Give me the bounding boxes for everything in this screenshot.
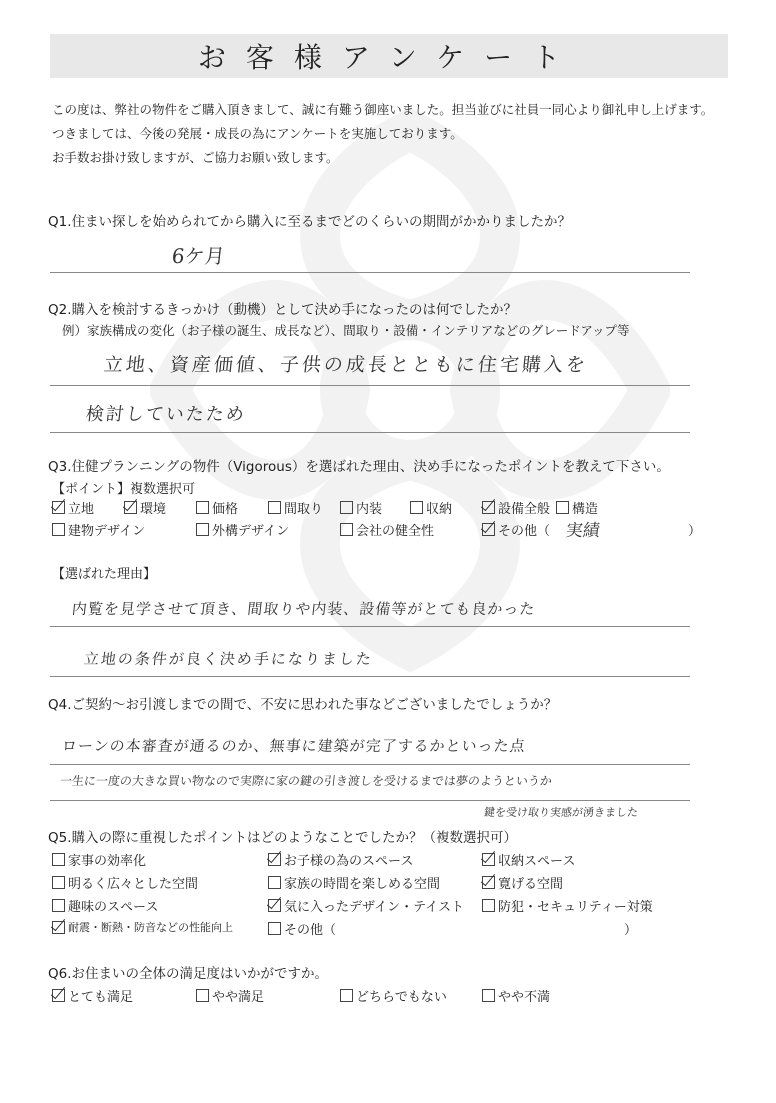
q3-points-label: 【ポイント】複数選択可 [52, 482, 196, 497]
checkbox[interactable] [340, 523, 353, 536]
checkbox[interactable] [268, 922, 281, 935]
checkbox[interactable] [52, 523, 65, 536]
q3-option-interior[interactable]: 内装 [340, 498, 382, 517]
q5-option-housework[interactable]: 家事の効率化 [52, 850, 146, 869]
checkbox[interactable] [52, 501, 65, 514]
checkbox[interactable] [268, 899, 281, 912]
q5-option-hobby-space[interactable]: 趣味のスペース [52, 896, 158, 915]
radio-box[interactable] [52, 989, 65, 1002]
checkbox[interactable] [268, 501, 281, 514]
intro-line-1: この度は、弊社の物件をご購入頂きまして、誠に有難う御座いました。担当並びに社員一同心より御礼申し上げます。 [52, 102, 714, 117]
radio-box[interactable] [196, 989, 209, 1002]
q3-option-floorplan[interactable]: 間取り [268, 498, 323, 517]
q6-option-somewhat-satisfied[interactable]: やや満足 [196, 986, 264, 1005]
checkbox[interactable] [340, 501, 353, 514]
q1-answer[interactable]: 6ケ月 [170, 244, 226, 268]
answer-line [50, 676, 690, 677]
q3-option-price[interactable]: 価格 [196, 498, 238, 517]
q3-option-building-design[interactable]: 建物デザイン [52, 520, 145, 539]
q5-other-close: ） [624, 923, 638, 938]
q3-reason-line-2[interactable]: 立地の条件が良く決め手になりました [83, 650, 374, 668]
q3-option-location[interactable]: 立地 [52, 498, 94, 517]
q6-option-very-satisfied[interactable]: とても満足 [52, 986, 133, 1005]
q1-question: Q1.住まい探しを始められてから購入に至るまでどのくらいの期間がかかりましたか？ [48, 214, 572, 230]
q5-option-bright-space[interactable]: 明るく広々とした空間 [52, 873, 198, 892]
q4-answer-line-1[interactable]: ローンの本審査が通るのか、無事に建築が完了するかといった点 [61, 737, 527, 755]
checkbox[interactable] [124, 501, 137, 514]
q5-option-performance[interactable]: 耐震・断熱・防音などの性能向上 [52, 919, 233, 935]
page-title: お客様アンケート [50, 34, 728, 78]
checkbox[interactable] [482, 501, 495, 514]
q5-option-family-space[interactable]: 家族の時間を楽しめる空間 [268, 873, 440, 892]
q3-option-exterior-design[interactable]: 外構デザイン [196, 520, 289, 539]
q6-option-neutral[interactable]: どちらでもない [340, 986, 447, 1005]
checkbox[interactable] [482, 853, 495, 866]
q5-option-other[interactable]: その他（ [268, 919, 336, 938]
checkbox[interactable] [196, 523, 209, 536]
intro-line-2: つきましては、今後の発展・成長の為にアンケートを実施しております。 [52, 126, 463, 141]
checkbox[interactable] [482, 899, 495, 912]
radio-box[interactable] [340, 989, 353, 1002]
q3-reason-line-1[interactable]: 内覧を見学させて頂き、間取りや内装、設備等がとても良かった [71, 600, 537, 618]
q5-option-kids-space[interactable]: お子様の為のスペース [268, 850, 413, 869]
answer-line [50, 272, 690, 273]
q5-option-design-taste[interactable]: 気に入ったデザイン・テイスト [268, 896, 464, 915]
checkbox[interactable] [482, 876, 495, 889]
checkbox[interactable] [482, 523, 495, 536]
q3-option-equipment[interactable]: 設備全般 [482, 498, 550, 517]
checkbox[interactable] [52, 876, 65, 889]
q5-option-relax-space[interactable]: 寛げる空間 [482, 873, 563, 892]
answer-line [50, 800, 690, 801]
q6-option-somewhat-dissatisfied[interactable]: やや不満 [482, 986, 550, 1005]
checkbox[interactable] [268, 876, 281, 889]
q3-option-structure[interactable]: 構造 [556, 498, 598, 517]
answer-line [50, 432, 690, 433]
q5-option-security[interactable]: 防犯・セキュリティー対策 [482, 896, 653, 915]
q3-other-close: ） [688, 524, 702, 539]
q2-example: 例）家族構成の変化（お子様の誕生、成長など）、間取り・設備・インテリアなどのグレードアップ等 [62, 323, 630, 338]
answer-line [50, 626, 690, 627]
q3-option-storage[interactable]: 収納 [410, 498, 452, 517]
q2-question: Q2.購入を検討するきっかけ（動機）として決め手になったのは何でしたか？ [48, 302, 518, 318]
q3-option-company-soundness[interactable]: 会社の健全性 [340, 520, 434, 539]
checkbox[interactable] [268, 853, 281, 866]
q5-question: Q5.購入の際に重視したポイントはどのようなことでしたか？（複数選択可） [48, 830, 518, 846]
q3-other-text[interactable]: 実績 [564, 521, 601, 541]
q4-answer-line-3[interactable]: 鍵を受け取り実感が湧きました [483, 806, 639, 819]
checkbox[interactable] [52, 899, 65, 912]
q5-option-storage-space[interactable]: 収納スペース [482, 850, 575, 869]
q2-answer-line-1[interactable]: 立地、資産価値、子供の成長とともに住宅購入を [102, 354, 590, 376]
answer-line [50, 764, 690, 765]
q3-reason-label: 【選ばれた理由】 [52, 567, 157, 582]
checkbox[interactable] [410, 501, 423, 514]
q3-option-environment[interactable]: 環境 [124, 498, 166, 517]
q4-answer-line-2[interactable]: 一生に一度の大きな買い物なので実際に家の鍵の引き渡しを受けるまでは夢のようというか [59, 774, 553, 788]
checkbox[interactable] [556, 501, 569, 514]
q6-question: Q6.お住まいの全体の満足度はいかがですか。 [48, 966, 329, 982]
q3-option-other[interactable]: その他（ [482, 520, 550, 539]
checkbox[interactable] [52, 853, 65, 866]
intro-line-3: お手数お掛け致しますが、ご協力お願い致します。 [52, 150, 339, 165]
q2-answer-line-2[interactable]: 検討していたため [84, 404, 247, 425]
checkbox[interactable] [196, 501, 209, 514]
radio-box[interactable] [482, 989, 495, 1002]
checkbox[interactable] [52, 921, 65, 934]
q4-question: Q4.ご契約～お引渡しまでの間で、不安に思われた事などございましたでしょうか？ [48, 697, 558, 713]
answer-line [50, 385, 690, 386]
q3-question: Q3.住健プランニングの物件（Vigorous）を選ばれた理由、決め手になったポイントを教えて下さい。 [48, 459, 670, 475]
